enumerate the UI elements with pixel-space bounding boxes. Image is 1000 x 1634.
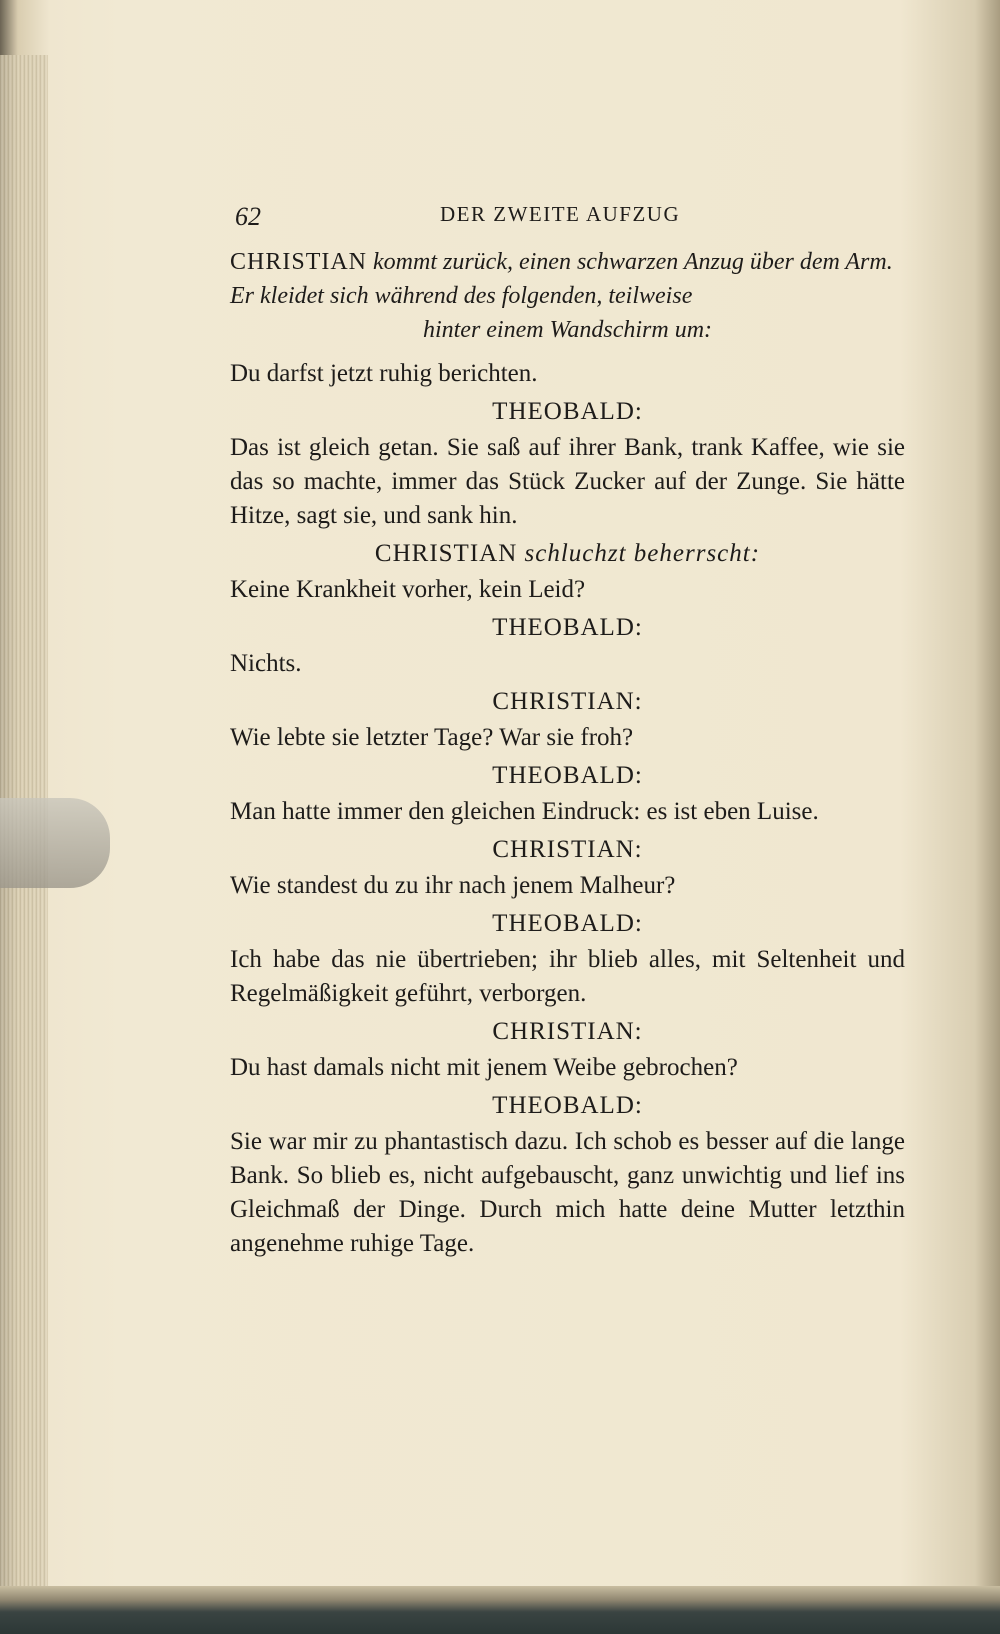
speaker-name: CHRISTIAN: <box>492 1018 643 1045</box>
speaker-name: CHRISTIAN <box>374 540 518 567</box>
speaker-name: THEOBALD: <box>492 614 643 641</box>
dialogue-text: Man hatte immer den gleichen Eindruck: es ist eben Luise. <box>230 798 819 825</box>
speaker-name: THEOBALD: <box>492 1092 643 1119</box>
dialogue-text: Du hast damals nicht mit jenem Weibe gebrochen? <box>230 1054 738 1081</box>
speaker-name: CHRISTIAN <box>230 249 368 275</box>
speaker-name: CHRISTIAN: <box>492 836 643 863</box>
dialogue-text: Sie war mir zu phantastisch dazu. Ich schob es besser auf die lange Bank. So blieb es, nicht aufgebauscht, ganz unwichtig und lief ins Gleichmaß der Dinge. Durch mich hatte deine Mutter letzthin angenehme ruhige Tage. <box>230 1128 905 1257</box>
page-header <box>230 195 905 245</box>
page-number: 62 <box>235 202 261 231</box>
dialogue-text: Wie standest du zu ihr nach jenem Malheur? <box>230 872 676 899</box>
stage-direction: hinter einem Wandschirm um: <box>422 317 713 343</box>
speaker-name: CHRISTIAN: <box>492 688 643 715</box>
bookmark-clip <box>0 798 110 888</box>
page-text <box>230 195 905 1263</box>
dialogue-text: Keine Krankheit vorher, kein Leid? <box>230 576 586 603</box>
stage-direction-block <box>230 245 905 347</box>
dialogue-text: Nichts. <box>230 650 302 677</box>
stage-direction: kommt zurück, einen schwarzen Anzug über dem Arm. Er kleidet sich während des folgenden, teilweise <box>230 249 893 309</box>
dialogue-text: Ich habe das nie übertrieben; ihr blieb alles, mit Seltenheit und Regelmäßigkeit geführt, verborgen. <box>230 946 905 1007</box>
speaker-name: THEOBALD: <box>492 398 643 425</box>
dialogue-text: Das ist gleich getan. Sie saß auf ihrer Bank, trank Kaffee, wie sie das so machte, immer das Stück Zucker auf der Zunge. Sie hätte Hitze, sagt sie, und sank hin. <box>230 434 905 529</box>
speaker-name: THEOBALD: <box>492 910 643 937</box>
book-cover-edge <box>0 1586 1000 1634</box>
running-head: DER ZWEITE AUFZUG <box>440 202 681 226</box>
dialogue-text: Du darfst jetzt ruhig berichten. <box>230 360 538 387</box>
speaker-line <box>230 537 905 571</box>
stage-direction: schluchzt beherrscht: <box>524 540 761 567</box>
speaker-name: THEOBALD: <box>492 762 643 789</box>
dialogue-text: Wie lebte sie letzter Tage? War sie froh? <box>230 724 634 751</box>
